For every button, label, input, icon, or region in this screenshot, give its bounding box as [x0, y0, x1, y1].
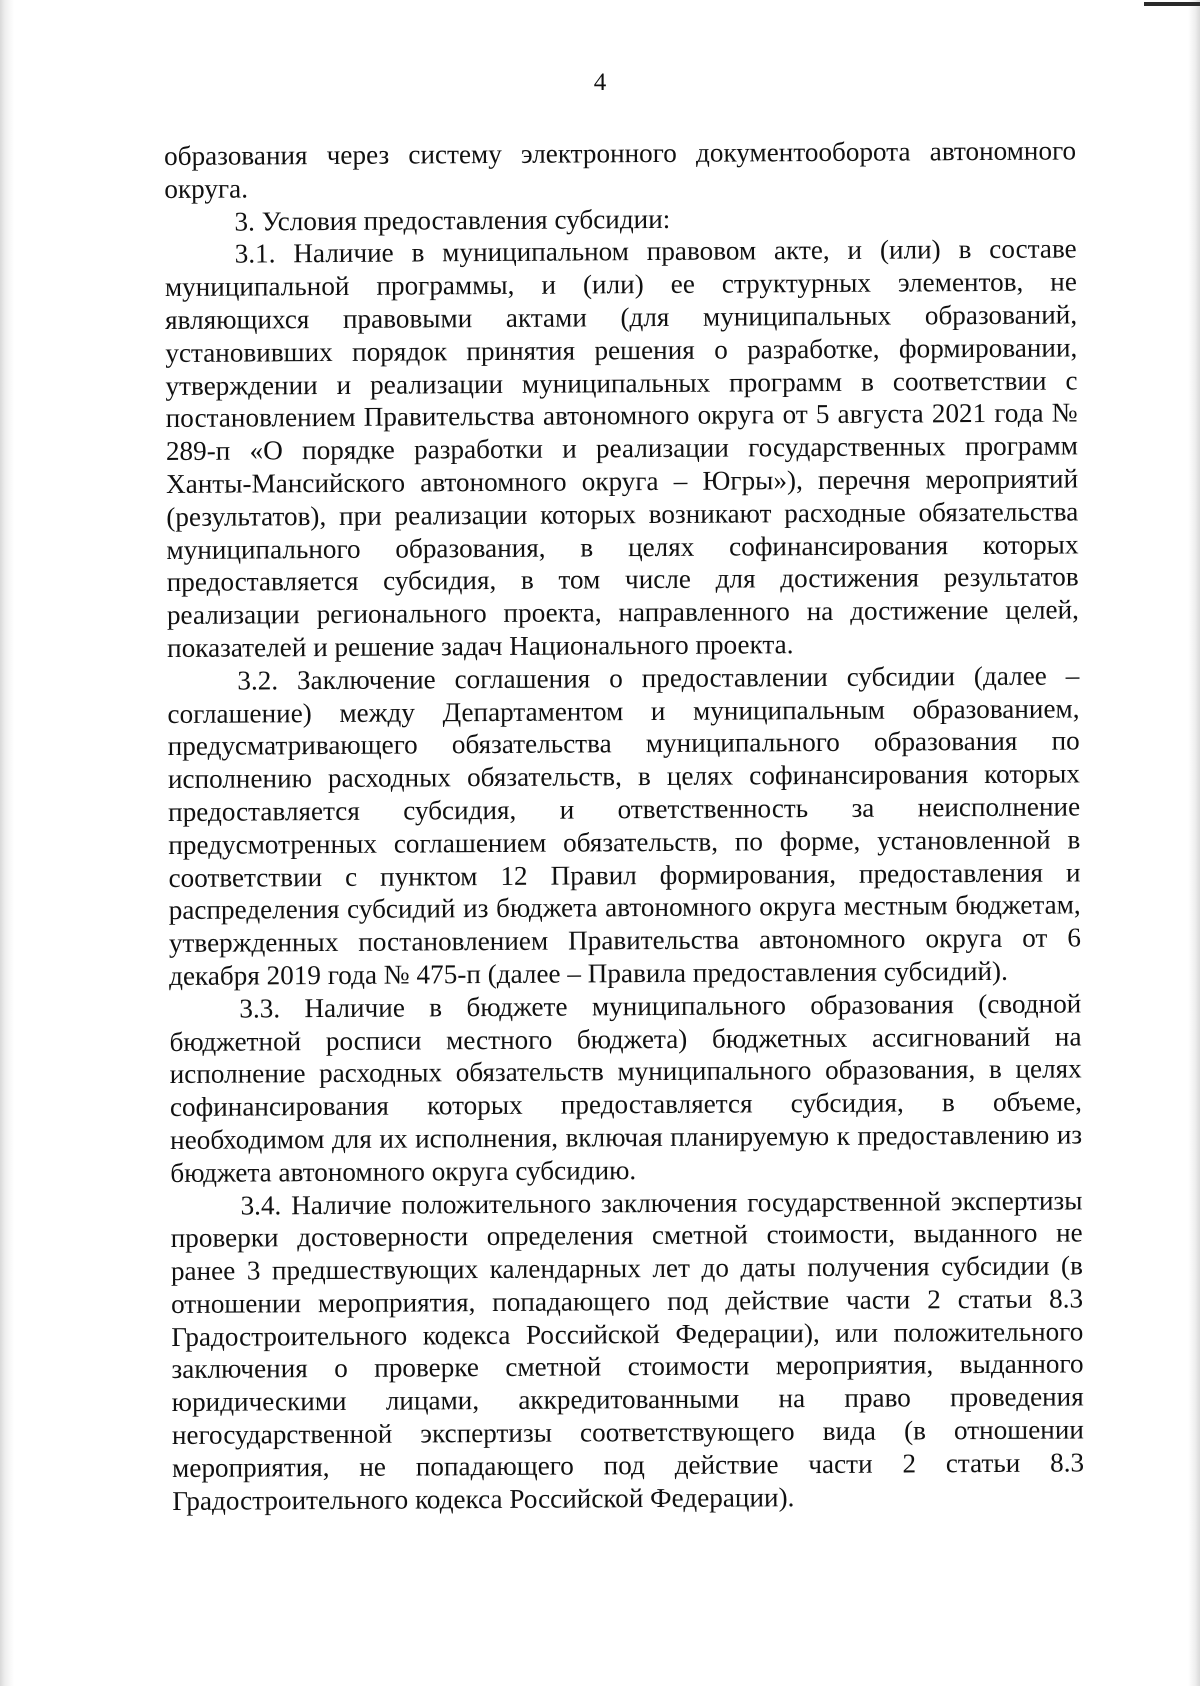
paragraph-continuation: образования через систему электронного документооборота автономного округа. — [164, 135, 1077, 204]
paragraph-3-2: 3.2. Заключение соглашения о предоставлении субсидии (далее – соглашение) между Департаментом и муниципальным образованием, предусматривающего обязательства муниципального образования по исполнению расходных обязательств, в целях софинансирования которых предоставляется субсидия, и ответственность за неисполнение предусмотренных соглашением обязательств, по форме, установленной в соответствии с пунктом 12 Правил формирования, предоставления и распределения субсидий из бюджета автономного округа местным бюджетам, утвержденных постановлением Правительства автономного округа от 6 декабря 2019 года № 475-п (далее – Правила предоставления субсидий). — [167, 660, 1081, 991]
scan-edge-right — [1188, 0, 1200, 1686]
paragraph-3-3: 3.3. Наличие в бюджете муниципального образования (сводной бюджетной росписи местного бюджета) бюджетных ассигнований на исполнение расходных обязательств муниципального образования, в целях софинансирования которых предоставляется субсидия, в объеме, необходимом для их исполнения, включая планируемую к предоставлению из бюджета автономного округа субсидию. — [169, 988, 1083, 1188]
paragraph-section-3-heading: 3. Условия предоставления субсидии: — [234, 203, 671, 237]
scan-edge-left — [0, 0, 14, 1686]
document-body — [164, 134, 1084, 1517]
page-number: 4 — [593, 69, 607, 96]
paragraph-3-1: 3.1. Наличие в муниципальном правовом акте, и (или) в составе муниципальной программы, и (или) ее структурных элементов, не являющихся правовыми актами (для муниципальных образований, установивших порядок принятия решения о разработке, формировании, утверждении и реализации муниципальных программ в соответствии с постановлением Правительства автономного округа от 5 августа 2021 года № 289-п «О порядке разработки и реализации государственных программ Ханты-Мансийского автономного округа – Югры»), перечня мероприятий (результатов), при реализации которых возникают расходные обязательства муниципального образования, в целях софинансирования которых предоставляется субсидия, в том числе для достижения результатов реализации регионального проекта, направленного на достижение целей, показателей и решение задач Национального проекта. — [164, 233, 1079, 663]
paragraph-3-4: 3.4. Наличие положительного заключения государственной экспертизы проверки достоверности определения сметной стоимости, выданного не ранее 3 предшествующих календарных лет до даты получения субсидии (в отношении мероприятия, попадающего под действие части 2 статьи 8.3 Градостроительного кодекса Российской Федерации), или положительного заключения о проверке сметной стоимости мероприятия, выданного юридическими лицами, аккредитованными на право проведения негосударственной экспертизы соответствующего вида (в отношении мероприятия, не попадающего под действие части 2 статьи 8.3 Градостроительного кодекса Российской Федерации). — [170, 1184, 1085, 1516]
scan-mark — [1144, 2, 1200, 6]
